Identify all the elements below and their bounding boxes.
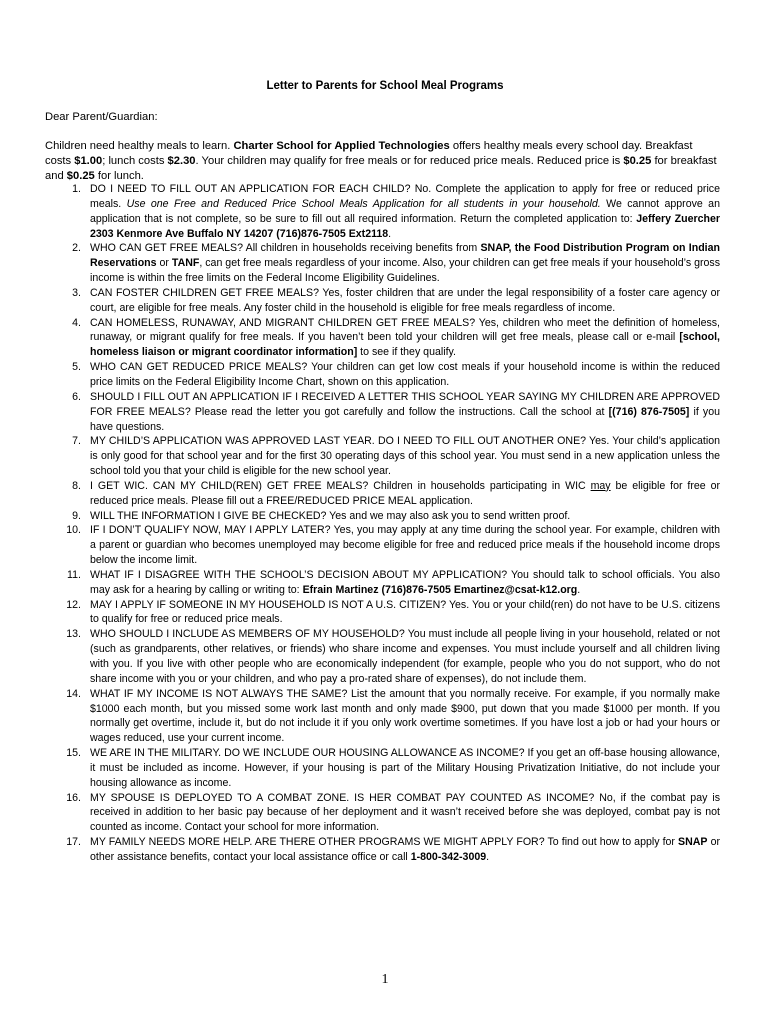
item-bold-text: SNAP, the Food Distribution Program on Indian Reservations bbox=[90, 242, 720, 270]
faq-item bbox=[45, 286, 720, 316]
faq-item bbox=[45, 746, 720, 791]
faq-item bbox=[45, 241, 720, 286]
item-underlined-text: may bbox=[590, 479, 611, 492]
item-number: 16. bbox=[66, 791, 81, 804]
intro-text: . Your children may qualify for free meals or for reduced price meals. Reduced price is bbox=[195, 155, 624, 167]
item-number: 1. bbox=[72, 183, 81, 195]
breakfast-cost: $1.00 bbox=[74, 155, 103, 167]
item-number: 14. bbox=[66, 687, 81, 700]
faq-item bbox=[45, 687, 720, 746]
item-italic-text: Use one Free and Reduced Price School Meals Application for all students in your household. bbox=[126, 197, 601, 210]
item-number: 4. bbox=[72, 316, 81, 329]
item-text: We cannot approve an application that is not complete, so be sure to fill out all required information. Return the completed application to: bbox=[90, 197, 720, 225]
intro-paragraph bbox=[45, 139, 720, 184]
item-number: 15. bbox=[66, 747, 81, 760]
faq-item bbox=[45, 627, 720, 686]
faq-item bbox=[45, 182, 720, 241]
reduced-lunch-price: $0.25 bbox=[66, 170, 95, 182]
page-title: Letter to Parents for School Meal Programs bbox=[266, 80, 504, 92]
item-bold-text: TANF bbox=[171, 257, 200, 270]
item-number: 5. bbox=[72, 361, 81, 374]
item-text: I GET WIC. CAN MY CHILD(REN) GET FREE MEALS? Children in households participating in WIC bbox=[90, 479, 591, 492]
hearing-contact: Efrain Martinez (716)876-7505 Emartinez@csat-k12.org bbox=[302, 583, 578, 596]
faq-item bbox=[45, 598, 720, 628]
school-name: Charter School for Applied Technologies bbox=[233, 140, 450, 152]
item-text: CAN FOSTER CHILDREN GET FREE MEALS? Yes, foster children that are under the legal responsibility of a foster care agency or court, are eligible for free meals. Any foster child in the household is eligible for free meals regardless of income. bbox=[90, 286, 720, 314]
assistance-phone: 1-800-342-3009 bbox=[410, 850, 487, 863]
intro-text: ; lunch costs bbox=[102, 155, 168, 167]
item-text: if you have questions. bbox=[90, 405, 720, 433]
item-text: . bbox=[577, 583, 581, 596]
faq-item bbox=[45, 791, 720, 836]
item-text: or other assistance benefits, contact your local assistance office or call bbox=[90, 836, 720, 863]
application-return-address: Jeffery Zuercher 2303 Kenmore Ave Buffalo NY 14207 (716)876-7505 Ext2118 bbox=[90, 212, 721, 240]
faq-item bbox=[45, 835, 720, 865]
item-text: WILL THE INFORMATION I GIVE BE CHECKED? Yes and we may also ask you to send written proof. bbox=[90, 509, 571, 522]
item-number: 17. bbox=[66, 836, 81, 849]
item-number: 2. bbox=[72, 242, 81, 255]
item-text: SHOULD I FILL OUT AN APPLICATION IF I RECEIVED A LETTER THIS SCHOOL YEAR SAYING MY CHILDREN ARE APPROVED FOR FREE MEALS? Please read the letter you got carefully and follow the instructions. Call the school at bbox=[90, 390, 720, 418]
item-text: MAY I APPLY IF SOMEONE IN MY HOUSEHOLD IS NOT A U.S. CITIZEN? Yes. You or your child(ren) do not have to be U.S. citizens to qualify for free or reduced price meals. bbox=[90, 598, 720, 626]
item-text: WHO CAN GET REDUCED PRICE MEALS? Your children can get low cost meals if your household income is within the reduced price limits on the Federal Eligibility Income Chart, shown on this application. bbox=[90, 361, 720, 388]
intro-text: offers healthy meals every school day. Breakfast costs bbox=[45, 140, 693, 167]
faq-item bbox=[45, 434, 720, 479]
faq-item bbox=[45, 479, 720, 509]
item-number: 3. bbox=[72, 286, 81, 299]
item-number: 12. bbox=[66, 598, 81, 611]
faq-item bbox=[45, 360, 720, 390]
item-text: . bbox=[486, 850, 490, 863]
greeting: Dear Parent/Guardian: bbox=[45, 111, 158, 123]
item-number: 13. bbox=[66, 628, 81, 641]
item-text: . bbox=[388, 227, 392, 240]
item-text: WHO CAN GET FREE MEALS? All children in households receiving benefits from bbox=[90, 242, 481, 255]
item-text: MY SPOUSE IS DEPLOYED TO A COMBAT ZONE. IS HER COMBAT PAY COUNTED AS INCOME? No, if the combat pay is received in addition to her basic pay because of her deployment and it wasn’t received before she was deployed, combat pay is not counted as income. Contact your school for more information. bbox=[90, 791, 720, 834]
faq-item bbox=[45, 316, 720, 361]
faq-item bbox=[45, 390, 720, 435]
item-text: WHAT IF MY INCOME IS NOT ALWAYS THE SAME? List the amount that you normally receive. For example, if you normally make $1000 each month, but you missed some work last month and only made $900, put down that you made $1000 per month. If you normally get overtime, include it, but do not include it if you only work overtime sometimes. If you have lost a job or had your hours or wages reduced, use your current income. bbox=[90, 687, 720, 745]
item-text: MY FAMILY NEEDS MORE HELP. ARE THERE OTHER PROGRAMS WE MIGHT APPLY FOR? To find out how to apply for bbox=[90, 836, 679, 849]
item-text: DO I NEED TO FILL OUT AN APPLICATION FOR EACH CHILD? No. Complete the application to apply for free or reduced price meals. bbox=[90, 183, 720, 210]
item-number: 8. bbox=[72, 479, 81, 492]
item-number: 10. bbox=[66, 524, 81, 537]
item-text: WHAT IF I DISAGREE WITH THE SCHOOL’S DECISION ABOUT MY APPLICATION? You should talk to school officials. You also may ask for a hearing by calling or writing to: bbox=[90, 568, 720, 596]
item-text: be eligible for free or reduced price meals. Please fill out a FREE/REDUCED PRICE MEAL application. bbox=[90, 479, 720, 507]
faq-item bbox=[45, 509, 720, 524]
item-text: CAN HOMELESS, RUNAWAY, AND MIGRANT CHILDREN GET FREE MEALS? Yes, children who meet the definition of homeless, runaway, or migrant qualify for free meals. If you haven’t been told your children will get free meals, please call or e-mail bbox=[90, 316, 720, 344]
intro-text: for lunch. bbox=[94, 170, 144, 182]
item-text: MY CHILD’S APPLICATION WAS APPROVED LAST YEAR. DO I NEED TO FILL OUT ANOTHER ONE? Yes. Your child’s application is only good for that school year and for the first 30 operating days of this school year. You must send in a new application unless the school told you that your child is eligible for the new school year. bbox=[90, 435, 720, 478]
page-number: 1 bbox=[381, 972, 389, 987]
item-text: to see if they qualify. bbox=[357, 346, 456, 359]
item-text: WE ARE IN THE MILITARY. DO WE INCLUDE OUR HOUSING ALLOWANCE AS INCOME? If you get an off-base housing allowance, it must be included as income. However, if your housing is part of the Military Housing Privatization Initiative, do not include your housing allowance as income. bbox=[90, 747, 720, 789]
faq-item bbox=[45, 523, 720, 568]
faq-list bbox=[45, 182, 720, 865]
faq-item bbox=[45, 568, 720, 598]
reduced-breakfast-price: $0.25 bbox=[623, 155, 652, 167]
intro-text: for breakfast and bbox=[45, 155, 717, 182]
item-number: 11. bbox=[67, 568, 81, 581]
item-text: IF I DON’T QUALIFY NOW, MAY I APPLY LATER? Yes, you may apply at any time during the school year. For example, children with a parent or guardian who becomes unemployed may become eligible for free and reduced price meals if the household income drops below the income limit. bbox=[90, 524, 720, 567]
item-text: WHO SHOULD I INCLUDE AS MEMBERS OF MY HOUSEHOLD? You must include all people living in your household, related or not (such as grandparents, other relatives, or friends) who share income and expenses. You must include yourself and all children living with you. If you live with other people who are economically independent (for example, people who you do not support, who do not share income with you or your children, and who pay a pro-rated share of expenses), do not include them. bbox=[90, 628, 720, 685]
item-text: or bbox=[156, 257, 172, 270]
item-number: 9. bbox=[72, 509, 81, 522]
item-number: 7. bbox=[72, 435, 81, 448]
item-text: , can get free meals regardless of your income. Also, your children can get free meals if your household’s gross income is within the free limits on the Federal Income Eligibility Guidelines. bbox=[90, 257, 720, 285]
lunch-cost: $2.30 bbox=[167, 155, 196, 167]
school-phone: [(716) 876-7505] bbox=[608, 405, 690, 418]
intro-text: Children need healthy meals to learn. bbox=[45, 140, 234, 152]
item-bold-text: SNAP bbox=[678, 836, 708, 849]
item-number: 6. bbox=[72, 390, 81, 403]
item-bold-text: [school, homeless liaison or migrant coordinator information] bbox=[90, 331, 720, 359]
